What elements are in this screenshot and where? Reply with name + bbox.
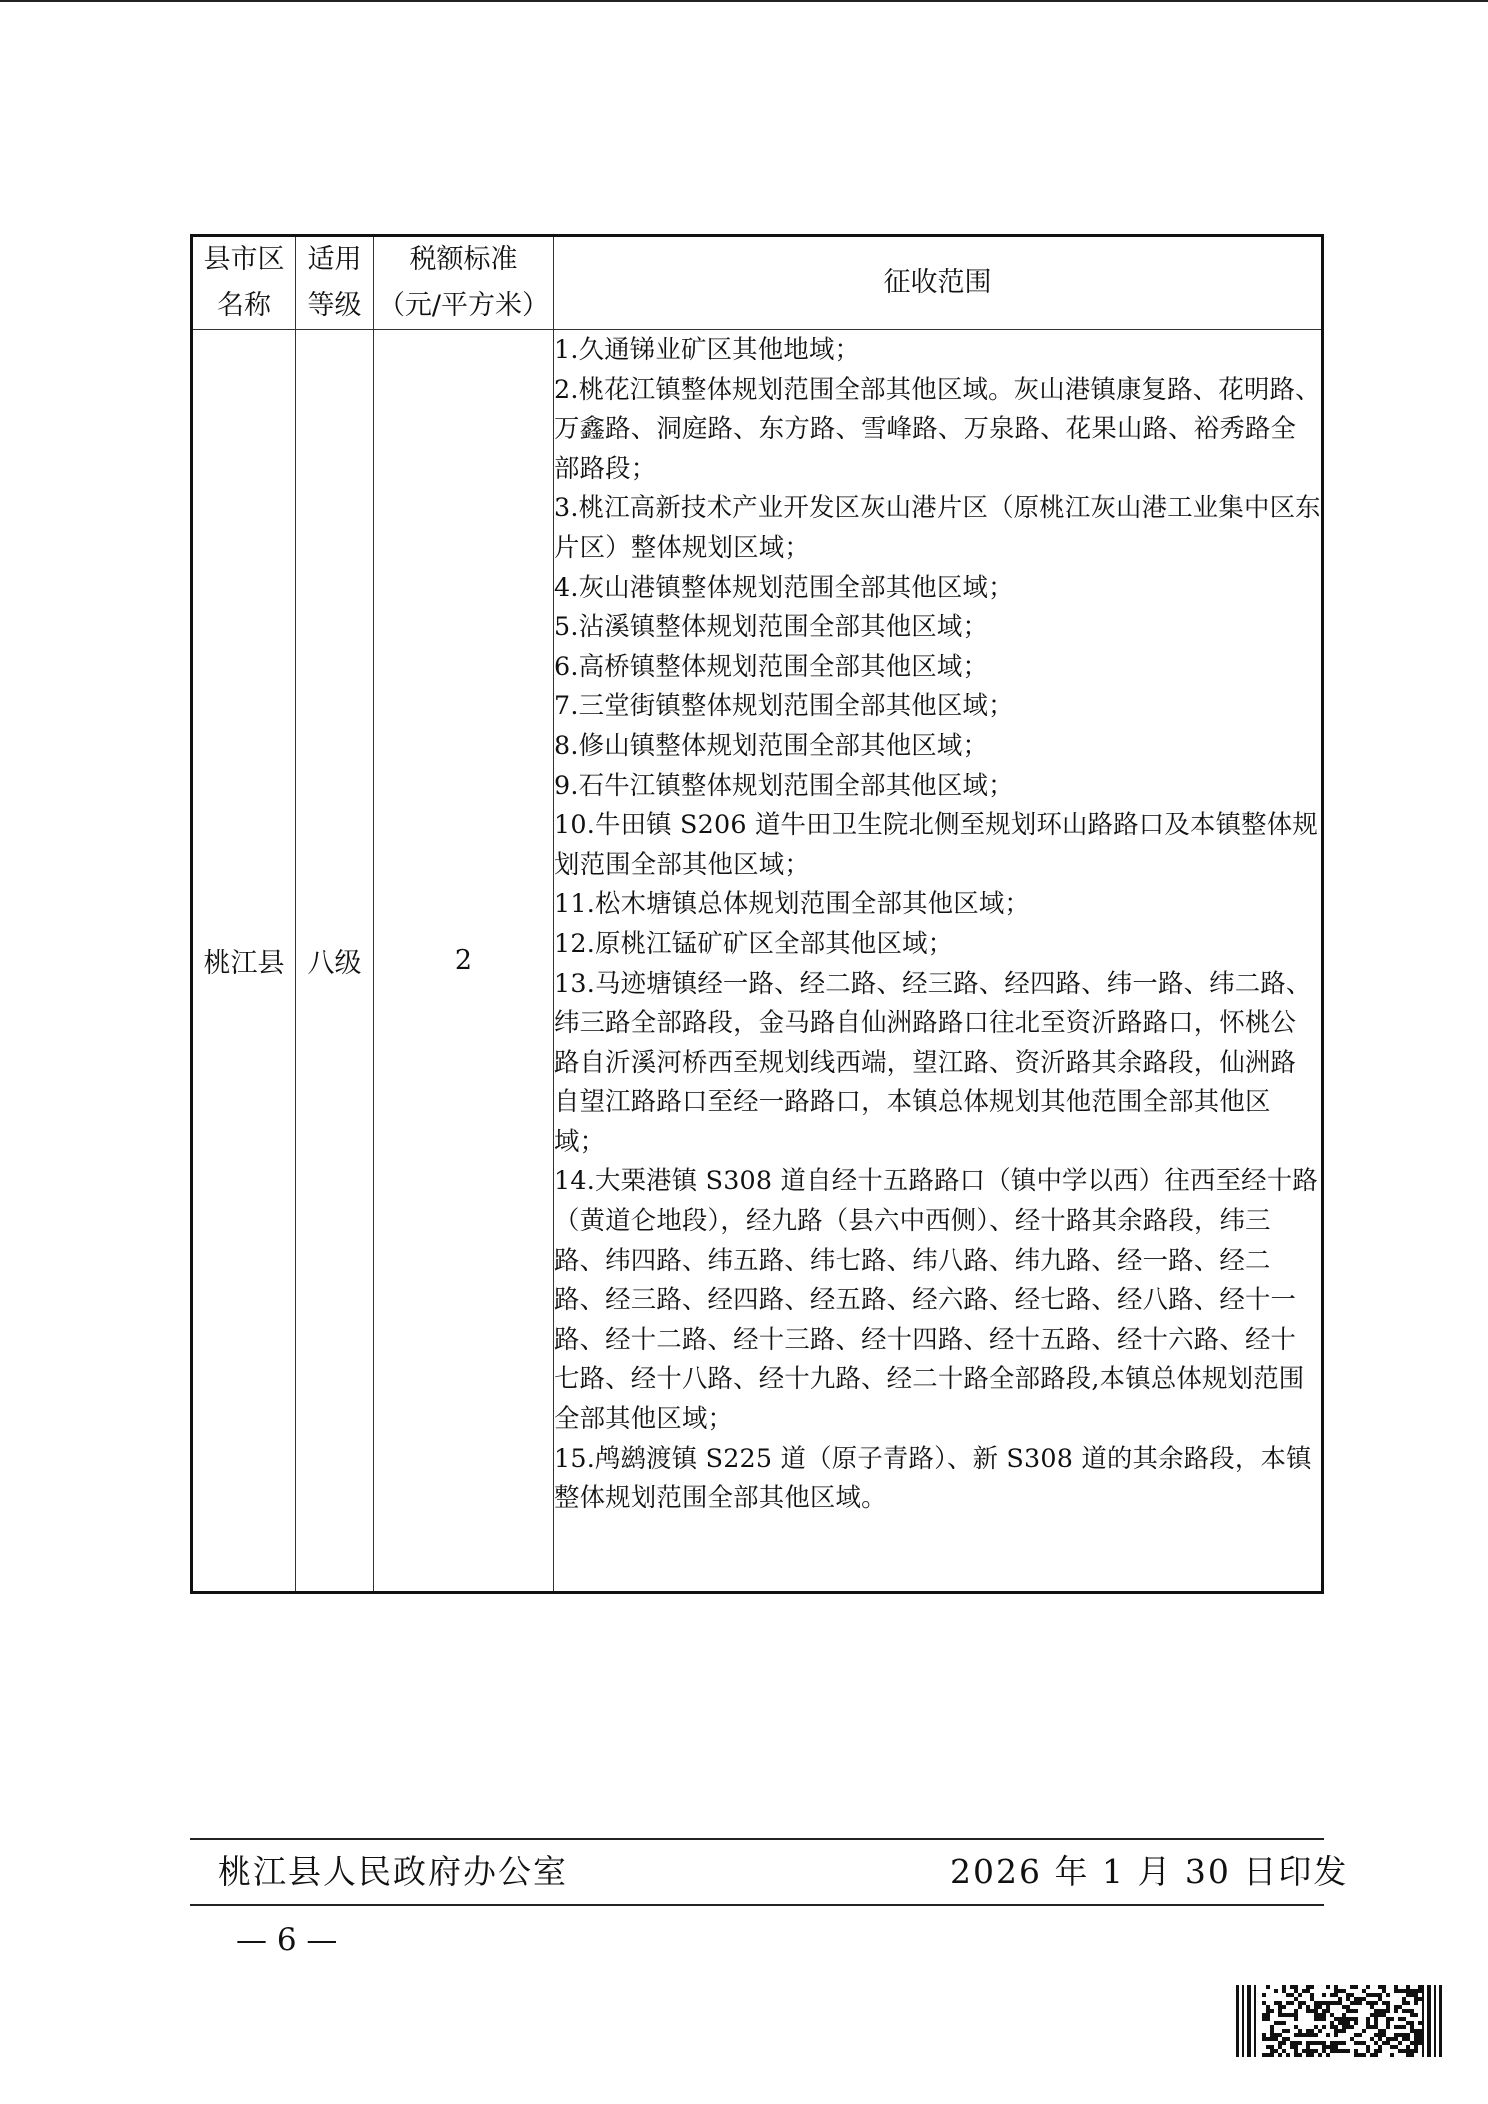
scope-item-13: 13.马迹塘镇经一路、经二路、经三路、经四路、纬一路、纬二路、纬三路全部路段，金马路自仙洲路路口往北至资沂路路口，怀桃公路自沂溪河桥西至规划线西端，望江路、资沂路其余路段，仙洲路自望江路路口至经一路路口，本镇总体规划其他范围全部其他区域； (554, 967, 1312, 1156)
scope-item-6: 6.高桥镇整体规划范围全部其他区域； (554, 650, 989, 681)
scope-item-3: 3.桃江高新技术产业开发区灰山港片区（原桃江灰山港工业集中区东片区）整体规划区域； (554, 492, 1321, 562)
cell-grade: 八级 (296, 330, 374, 1593)
scope-item-7: 7.三堂街镇整体规划范围全部其他区域； (554, 690, 1014, 721)
scope-item-9: 9.石牛江镇整体规划范围全部其他区域； (554, 769, 1014, 800)
top-border-line (0, 0, 1488, 2)
scope-item-1: 1.久通锑业矿区其他地域； (554, 334, 861, 364)
footer-bottom-rule (190, 1904, 1324, 1906)
cell-county: 桃江县 (192, 330, 296, 1593)
header-grade-line1: 适用 (307, 244, 362, 275)
scope-item-8: 8.修山镇整体规划范围全部其他区域； (554, 729, 989, 760)
table-row (192, 330, 1323, 1593)
header-county (192, 236, 296, 330)
header-rate-line2: （元/平方米） (377, 290, 550, 321)
header-rate-line1: 税额标准 (409, 244, 518, 275)
scope-item-14: 14.大栗港镇 S308 道自经十五路路口（镇中学以西）往西至经十路（黄道仑地段），经九路（县六中西侧）、经十路其余路段，纬三路、纬四路、纬五路、纬七路、纬八路、纬九路、经一路、经二路、经三路、经四路、经五路、经六路、经七路、经八路、经十一路、经十二路、经十三路、经十四路、经十五路、经十六路、经十七路、经十八路、经十九路、经二十路全部路段,本镇总体规划范围全部其他区域； (554, 1165, 1318, 1434)
issuer-name: 桃江县人民政府办公室 (218, 1852, 568, 1891)
header-scope: 征收范围 (554, 236, 1323, 330)
header-rate (374, 236, 554, 330)
scope-item-12: 12.原桃江锰矿矿区全部其他区域； (554, 927, 954, 958)
header-county-line2: 名称 (217, 290, 271, 321)
cell-rate: 2 (374, 330, 554, 1593)
header-grade-line2: 等级 (307, 290, 362, 321)
scope-item-15: 15.鸬鹚渡镇 S225 道（原子青路）、新 S308 道的其余路段，本镇整体规划范围全部其他区域。 (554, 1442, 1312, 1513)
cell-scope (554, 330, 1323, 1593)
footer-top-rule (190, 1838, 1324, 1840)
header-grade (296, 236, 374, 330)
scope-item-10: 10.牛田镇 S206 道牛田卫生院北侧至规划环山路路口及本镇整体规划范围全部其他区域； (554, 809, 1318, 879)
scope-item-5: 5.沾溪镇整体规划范围全部其他区域； (554, 611, 989, 642)
page-number: — 6 — (236, 1922, 338, 1958)
scope-item-2: 2.桃花江镇整体规划范围全部其他区域。灰山港镇康复路、花明路、万鑫路、洞庭路、东方路、雪峰路、万泉路、花果山路、裕秀路全部路段； (554, 373, 1321, 483)
issue-date: 2026 年 1 月 30 日印发 (950, 1852, 1349, 1891)
barcode-icon (1236, 1985, 1444, 2057)
tax-rate-table (190, 234, 1324, 1594)
scope-item-11: 11.松木塘镇总体规划范围全部其他区域； (554, 888, 1031, 919)
table-header-row (192, 236, 1323, 330)
scope-item-4: 4.灰山港镇整体规划范围全部其他区域； (554, 571, 1014, 602)
header-county-line1: 县市区 (203, 244, 285, 275)
